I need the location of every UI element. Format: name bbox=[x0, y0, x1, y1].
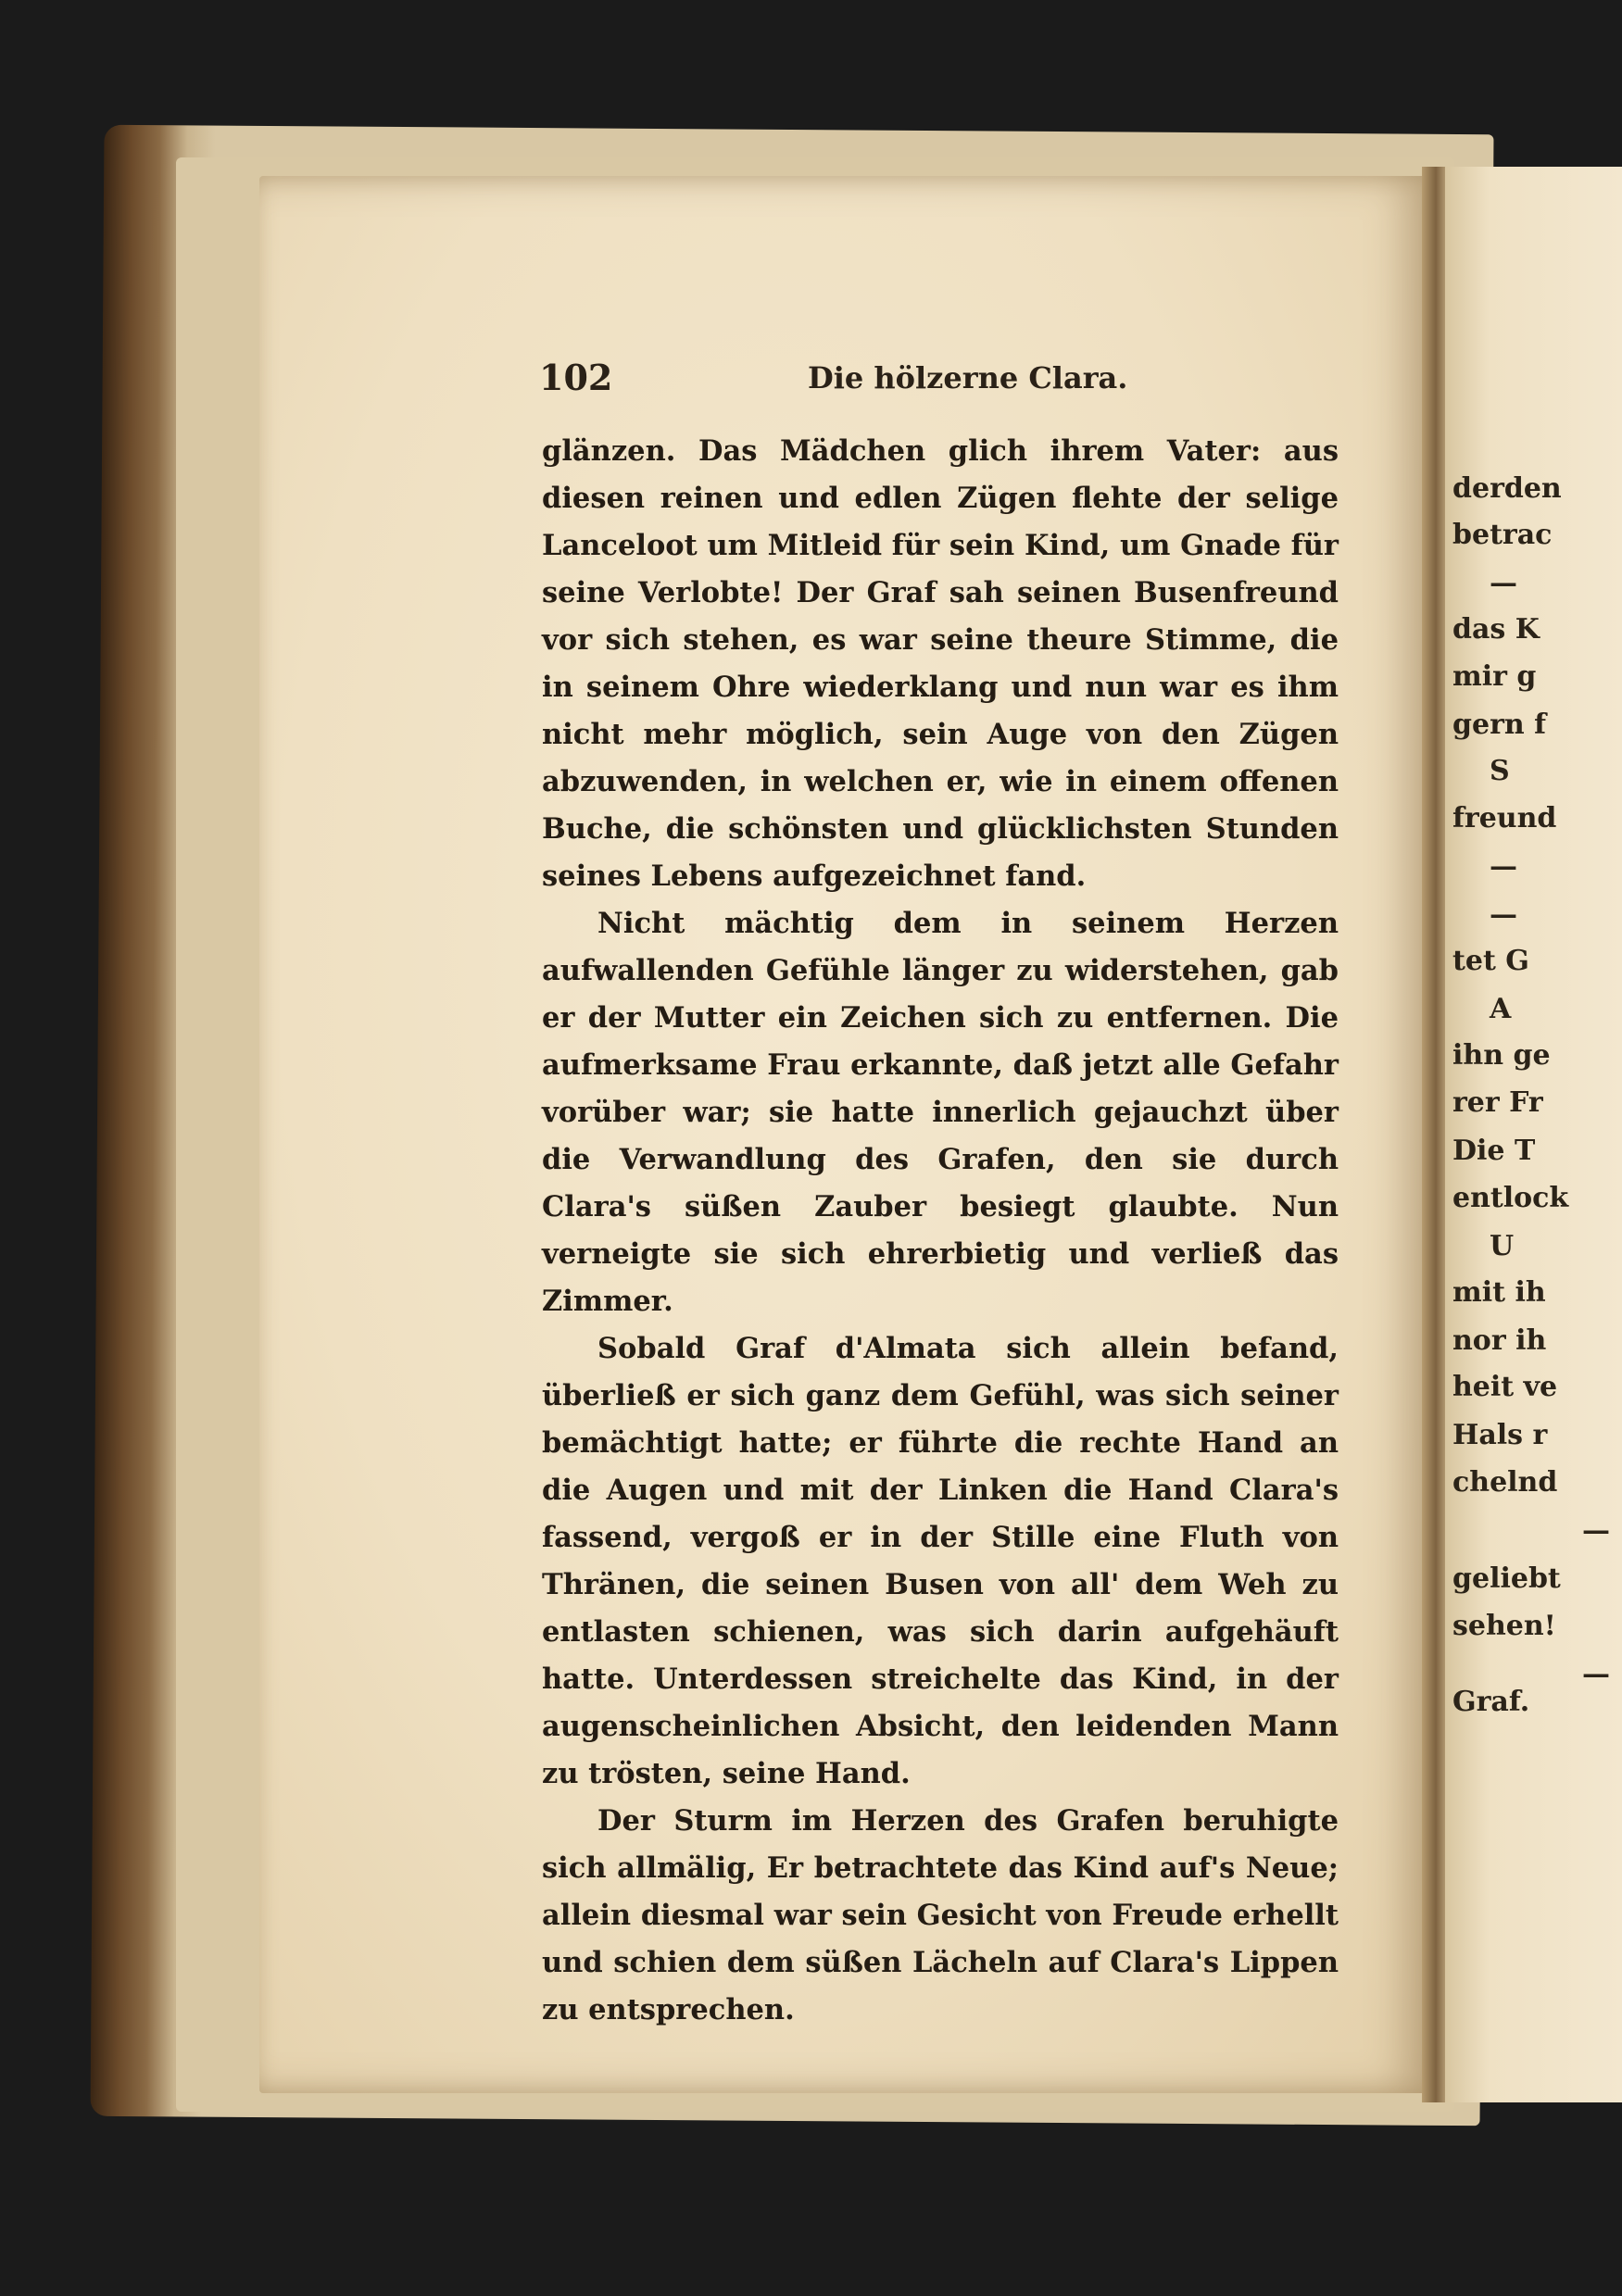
right-line: — bbox=[1490, 850, 1517, 883]
right-line: mit ih bbox=[1452, 1276, 1546, 1309]
right-line: ihn ge bbox=[1452, 1039, 1551, 1072]
right-line: geliebt bbox=[1452, 1562, 1561, 1595]
paragraph: Sobald Graf d'Almata sich allein befand, überließ er sich ganz dem Gefühl, was sich seiner bemächtigt hatte; er führte die rechte Hand an die Augen und mit der Linken die Hand Clara's fassend, vergoß er in der Stille eine Fluth von Thränen, die seinen Busen von all' dem Weh zu entlasten schienen, was sich darin aufgehäuft hatte. Unterdessen streichelte das Kind, in der augenscheinlichen Absicht, den leidenden Mann zu trösten, seine Hand. bbox=[542, 1332, 1339, 1790]
right-line: A bbox=[1490, 993, 1512, 1025]
paragraph: glänzen. Das Mädchen glich ihrem Vater: aus diesen reinen und edlen Zügen flehte der selige Lanceloot um Mitleid für sein Kind, um Gnade für seine Verlobte! Der Graf sah seinen Busenfreund vor sich stehen, es war seine theure Stimme, die in seinem Ohre wiederklang und nun war es ihm nicht mehr möglich, sein Auge von den Zügen abzuwenden, in welchen er, wie in einem offenen Buche, die schönsten und glücklichsten Stunden seines Lebens aufgezeichnet fand. bbox=[542, 434, 1339, 893]
right-line: freund bbox=[1452, 802, 1557, 834]
right-line: tet G bbox=[1452, 945, 1529, 977]
running-title: Die hölzerne Clara. bbox=[808, 360, 1128, 395]
right-line: Hals r bbox=[1452, 1419, 1548, 1451]
right-line: Graf. bbox=[1452, 1686, 1530, 1718]
right-line: betrac bbox=[1452, 519, 1553, 551]
right-line: gern f bbox=[1452, 709, 1547, 741]
right-line: rer Fr bbox=[1452, 1086, 1543, 1119]
right-page bbox=[1445, 167, 1622, 2102]
right-line: entlock bbox=[1452, 1182, 1569, 1214]
right-line: Die T bbox=[1452, 1135, 1536, 1167]
right-line: sehen! bbox=[1452, 1610, 1556, 1642]
right-line: heit ve bbox=[1452, 1371, 1558, 1403]
right-line: — bbox=[1582, 1658, 1610, 1690]
right-line: — bbox=[1490, 567, 1517, 599]
right-line: S bbox=[1490, 755, 1510, 787]
page-header bbox=[539, 357, 1336, 403]
right-line: mir g bbox=[1452, 660, 1537, 693]
paragraph: Der Sturm im Herzen des Grafen beruhigte sich allmälig, Er betrachtete das Kind auf's Neue; allein diesmal war sein Gesicht von Freude erhellt und schien dem süßen Lächeln auf Clara's Lippen zu entsprechen. bbox=[542, 1804, 1339, 2026]
page-number: 102 bbox=[539, 357, 613, 398]
right-line: — bbox=[1582, 1514, 1610, 1547]
right-line: U bbox=[1490, 1230, 1515, 1262]
paragraph: Nicht mächtig dem in seinem Herzen aufwallenden Gefühle länger zu widerstehen, gab er der Mutter ein Zeichen sich zu entfernen. Die aufmerksame Frau erkannte, daß jetzt alle Gefahr vorüber war; sie hatte innerlich gejauchzt über die Verwandlung des Grafen, den sie durch Clara's süßen Zauber besiegt glaubte. Nun verneigte sie sich ehrerbietig und verließ das Zimmer. bbox=[542, 907, 1339, 1318]
right-line: chelnd bbox=[1452, 1466, 1558, 1499]
body-text bbox=[542, 428, 1339, 2034]
right-line: derden bbox=[1452, 472, 1562, 505]
right-line: — bbox=[1490, 898, 1517, 931]
right-line: nor ih bbox=[1452, 1324, 1547, 1357]
right-line: das K bbox=[1452, 613, 1540, 646]
